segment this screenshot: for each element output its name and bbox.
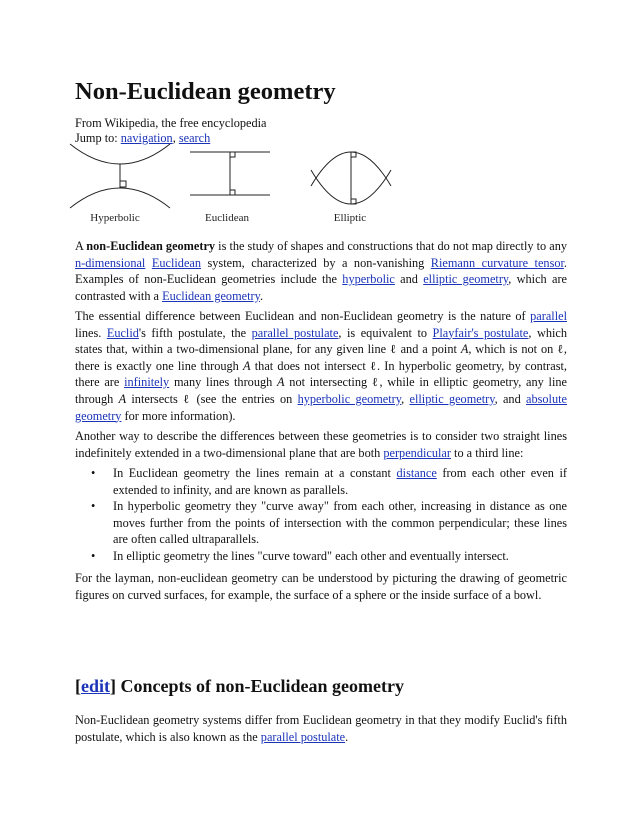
link-absolute-geometry[interactable]: absolute geometry <box>75 391 567 423</box>
euclidean-right-angle-top <box>230 152 235 157</box>
euclidean-diagram <box>190 152 270 195</box>
hyperbolic-right-angle <box>120 181 126 187</box>
link-euclid[interactable]: Euclid <box>106 325 139 340</box>
hyperbolic-label: Hyperbolic <box>90 212 140 224</box>
jump-separator: , <box>172 131 176 145</box>
list-item: • In hyperbolic geometry they "curve away" from each other, increasing in distance as one moves further from the points of intersection with the common perpendicular; these lines are often called ultraparallels. <box>91 499 567 547</box>
link-distance[interactable]: distance <box>396 466 437 480</box>
link-hyperbolic[interactable]: hyperbolic <box>342 272 395 287</box>
source-line: From Wikipedia, the free encyclopedia <box>75 116 267 130</box>
bullet-mark: • <box>91 499 96 514</box>
hyperbolic-upper-curve <box>70 144 170 164</box>
parallel-paragraph: The essential difference between Euclidean and non-Euclidean geometry is the nature of parallel lines. Euclid's fifth postulate, the parallel postulate, is equivalent to Playfair's postulate, which states that, within a two-dimensional plane, for any given line ℓ and a point A, which is not on ℓ, there is exactly one line through A that does not intersect ℓ. In hyperbolic geometry, by contrast, there are infinitely many lines through A not intersecting ℓ, while in elliptic geometry, any line through A intersects ℓ (see the entries on hyperbolic geometry, elliptic geometry, and absolute geometry for more information). <box>75 309 568 423</box>
differences-paragraph: Another way to describe the differences between these geometries is to consider two straight lines indefinitely extended in a two-dimensional plane that are both perpendicular to a third line: <box>75 429 567 460</box>
link-elliptic-geometry-2[interactable]: elliptic geometry <box>409 391 495 406</box>
jump-prefix: Jump to: <box>75 131 118 145</box>
geometry-list <box>75 465 567 565</box>
link-euclidean-geometry[interactable]: Euclidean geometry <box>162 288 260 303</box>
euclidean-label: Euclidean <box>205 212 249 224</box>
link-elliptic-geometry[interactable]: elliptic geometry <box>423 272 509 287</box>
euclidean-right-angle-bottom <box>230 190 235 195</box>
list-item: • In Euclidean geometry the lines remain at a constant distance from each other even if extended to infinity, and are known as parallels. <box>91 466 567 497</box>
link-n-dimensional[interactable]: n-dimensional <box>75 255 146 270</box>
hyperbolic-diagram <box>70 144 170 208</box>
link-euclidean[interactable]: Euclidean <box>151 255 202 270</box>
hyperbolic-lower-curve <box>70 188 170 208</box>
link-parallel-postulate[interactable]: parallel postulate <box>251 325 339 340</box>
link-infinitely[interactable]: infinitely <box>124 375 170 390</box>
link-hyperbolic-geometry[interactable]: hyperbolic geometry <box>297 391 402 406</box>
section-heading: [edit] Concepts of non-Euclidean geometry <box>75 676 404 696</box>
geometry-figure <box>65 140 485 225</box>
link-parallel[interactable]: parallel <box>530 309 567 323</box>
term-bold: non-Euclidean geometry <box>86 239 216 253</box>
link-riemann-curvature-tensor[interactable]: Riemann curvature tensor <box>430 255 564 270</box>
intro-paragraph: A non-Euclidean geometry is the study of shapes and constructions that do not map directly to any n-dimensional Euclidean system, characterized by a non-vanishing Riemann curvature tensor. Examples of non-Euclidean geometries include the hyperbolic and elliptic geometry, which are contrasted with a Euclidean geometry. <box>75 239 567 303</box>
concepts-paragraph: Non-Euclidean geometry systems differ from Euclidean geometry in that they modify Euclid's fifth postulate, which is also known as the parallel postulate. <box>75 713 567 744</box>
bullet-mark: • <box>91 548 96 563</box>
bullet-mark: • <box>91 466 96 480</box>
link-perpendicular[interactable]: perpendicular <box>383 445 451 460</box>
elliptic-label: Elliptic <box>333 212 367 224</box>
layman-paragraph: For the layman, non-euclidean geometry can be understood by picturing the drawing of geometric figures on curved surfaces, for example, the surface of a sphere or the inside surface of a bowl. <box>75 571 567 602</box>
link-playfairs-postulate[interactable]: Playfair's postulate <box>432 325 529 340</box>
link-parallel-postulate-2[interactable]: parallel postulate <box>260 729 346 744</box>
search-link[interactable]: search <box>178 131 211 145</box>
page-title: Non-Euclidean geometry <box>75 78 336 105</box>
edit-link[interactable]: edit <box>81 676 110 696</box>
list-item: • In elliptic geometry the lines "curve toward" each other and eventually intersect. <box>91 548 509 563</box>
elliptic-diagram <box>311 152 391 204</box>
navigation-link[interactable]: navigation <box>120 131 173 145</box>
